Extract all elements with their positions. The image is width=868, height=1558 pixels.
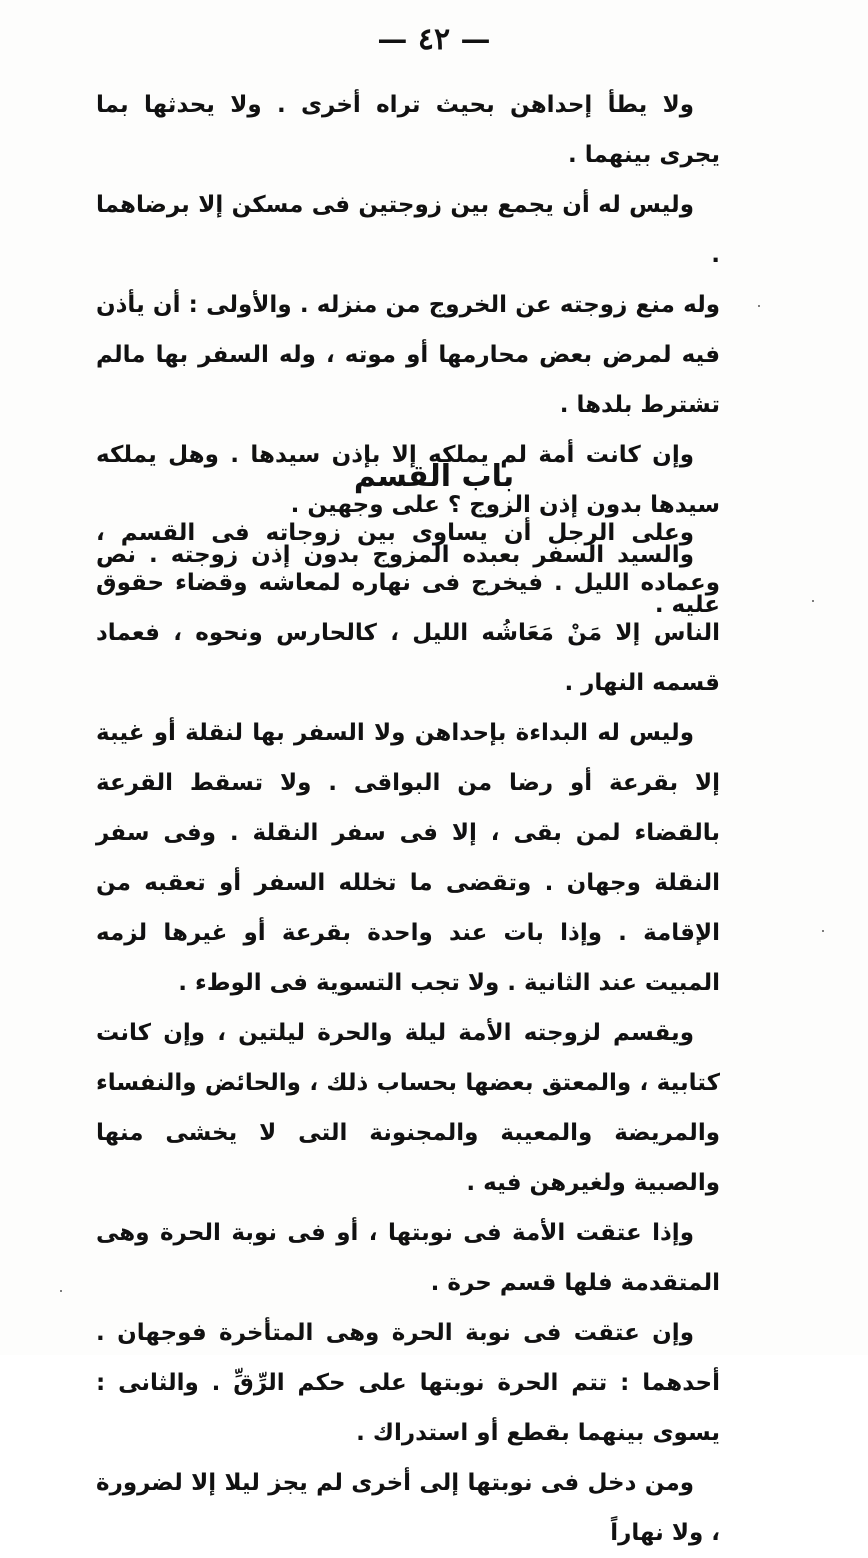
page-number: — ٤٢ — bbox=[377, 22, 491, 57]
paragraph: ولا يطأ إحداهن بحيث تراه أخرى . ولا يحدثها بما يجرى بينهما . bbox=[96, 92, 720, 168]
paragraph: وليس له أن يجمع بين زوجتين فى مسكن إلا برضاهما . bbox=[96, 192, 720, 268]
paragraph: وإذا عتقت الأمة فى نوبتها ، أو فى نوبة الحرة وهى المتقدمة فلها قسم حرة . bbox=[96, 1220, 720, 1296]
paragraph: وليس له البداءة بإحداهن ولا السفر بها لنقلة أو غيبة إلا بقرعة أو رضا من البواقى . ولا تسقط القرعة بالقضاء لمن بقى ، إلا فى سفر النقلة . وفى سفر النقلة وجهان . وتقضى ما تخلله السفر أو تعقبه من الإقامة . وإذا بات عند واحدة بقرعة أو غيرها لزمه المبيت عند الثانية . ولا تجب التسوية فى الوطء . bbox=[96, 720, 720, 996]
paragraph: ومن دخل فى نوبتها إلى أخرى لم يجز ليلا إلا لضرورة ، ولا نهاراً bbox=[96, 1470, 720, 1546]
scan-speck bbox=[812, 600, 814, 602]
scan-speck bbox=[60, 1290, 62, 1292]
paragraph: ويقسم لزوجته الأمة ليلة والحرة ليلتين ، وإن كانت كتابية ، والمعتق بعضها بحساب ذلك ، والحائض والنفساء والمريضة والمعيبة والمجنونة التى لا يخشى منها والصبية ولغيرهن فيه . bbox=[96, 1020, 720, 1196]
text-block-lower bbox=[96, 508, 720, 1558]
scan-speck bbox=[822, 930, 824, 932]
paragraph: وعلى الرجل أن يساوى بين زوجاته فى القسم ، وعماده الليل . فيخرج فى نهاره لمعاشه وقضاء حقوق الناس إلا مَنْ مَعَاشُه الليل ، كالحارس ونحوه ، فعماد قسمه النهار . bbox=[96, 520, 720, 696]
scan-speck bbox=[758, 305, 760, 307]
chapter-heading: باب القسم bbox=[353, 459, 515, 494]
paragraph: والسيد السفر بعبده المزوج بدون إذن زوجته . نص عليه . bbox=[96, 542, 720, 618]
paragraph: وإن عتقت فى نوبة الحرة وهى المتأخرة فوجهان . أحدهما : تتم الحرة نوبتها على حكم الرِّقِّ . والثانى : يسوى بينهما بقطع أو استدراك . bbox=[96, 1320, 720, 1446]
paragraph: وله منع زوجته عن الخروج من منزله . والأولى : أن يأذن فيه لمرض بعض محارمها أو موته ، وله السفر بها مالم تشترط بلدها . bbox=[96, 292, 720, 418]
paragraph: وإن كانت أمة لم يملكه إلا بإذن سيدها . وهل يملكه سيدها بدون إذن الزوج ؟ على وجهين . bbox=[96, 442, 720, 518]
